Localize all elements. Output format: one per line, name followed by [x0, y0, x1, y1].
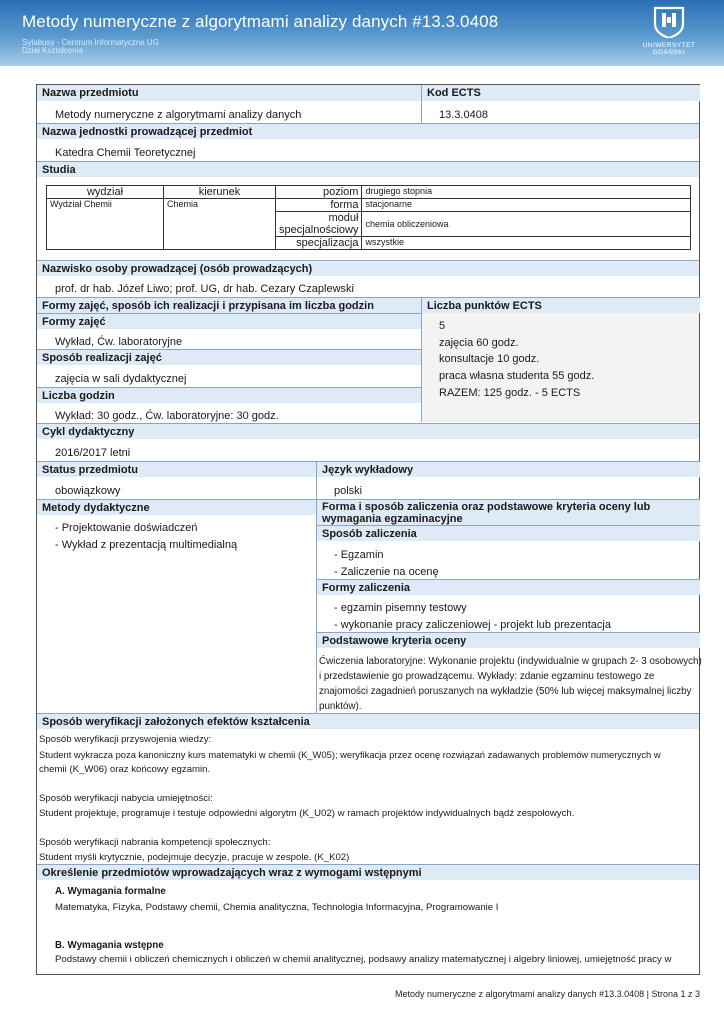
- studies-form-label: forma: [276, 199, 362, 212]
- assessment-label: [317, 499, 700, 525]
- status-value: obowiązkowy: [55, 485, 121, 497]
- teaching-method-item: - Projektowanie doświadczeń: [55, 522, 198, 534]
- syllabus-frame: [36, 84, 700, 975]
- unit-label: Nazwa jednostki prowadzącej przedmiot: [37, 123, 699, 139]
- assessment-method-item: - Egzamin: [334, 549, 384, 561]
- header-subtitle-1: Sylabusy - Centrum Informatyczne UG: [22, 38, 159, 47]
- studies-specialization-label: specjalizacja: [276, 237, 362, 250]
- ects-code-value: 13.3.0408: [439, 109, 488, 121]
- criteria-line: znajomości zagadnień poruszanych na wykładzie (50% lub więcej maksymalnej liczby: [319, 686, 692, 697]
- ects-line-3: konsultacje 10 godz.: [439, 353, 540, 365]
- entry-requirements-label: B. Wymagania wstępne: [55, 940, 164, 951]
- course-name-value: Metody numeryczne z algorytmami analizy danych: [55, 109, 302, 121]
- studies-field-value: Chemia: [164, 199, 276, 250]
- ects-line-1: 5: [439, 320, 446, 332]
- formal-requirements-label: A. Wymagania formalne: [55, 886, 166, 897]
- verification-label: Sposób weryfikacji założonych efektów kształcenia: [37, 713, 699, 729]
- formal-requirements-value: Matematyka, Fizyka, Podstawy chemii, Chemia analityczna, Technologia Informacyjna, Programowanie I: [55, 902, 499, 913]
- assessment-forms-label: Formy zaliczenia: [317, 579, 700, 595]
- status-label: Status przedmiotu: [37, 461, 316, 477]
- assessment-label-line-2: wymagania egzaminacyjne: [322, 513, 463, 525]
- logo-text: UNIWERSYTET GDAŃSKI: [642, 42, 696, 56]
- lecturers-label: Nazwisko osoby prowadzącej (osób prowadzących): [37, 260, 699, 276]
- ects-points-label: Liczba punktów ECTS: [422, 297, 700, 313]
- hours-label: Liczba godzin: [37, 387, 421, 403]
- studies-module-value: chemia obliczeniowa: [362, 212, 691, 237]
- course-name-label: Nazwa przedmiotu: [37, 85, 421, 101]
- entry-requirements-value: Podstawy chemii i obliczeń chemicznych i obliczeń w chemii analitycznej, podsawy analizy matematycznej i algebry liniowej, umiejętność pracy w: [55, 954, 672, 965]
- studies-level-value: drugiego stopnia: [362, 186, 691, 199]
- ects-line-5: RAZEM: 125 godz. - 5 ECTS: [439, 387, 581, 399]
- realization-method-value: zajęcia w sali dydaktycznej: [55, 373, 187, 385]
- ects-code-label: Kod ECTS: [422, 85, 700, 101]
- studies-table: [46, 185, 691, 250]
- verification-line: Sposób weryfikacji nabrania kompetencji społecznych:: [39, 837, 271, 848]
- ects-points-box: [422, 313, 699, 422]
- verification-line: Sposób weryfikacji przyswojenia wiedzy:: [39, 734, 212, 745]
- assessment-label-line-1: Forma i sposób zaliczenia oraz podstawowe kryteria oceny lub: [322, 501, 651, 513]
- lecturers-value: prof. dr hab. Józef Liwo; prof. UG, dr hab. Cezary Czaplewski: [55, 283, 354, 295]
- teaching-methods-label: Metody dydaktyczne: [37, 499, 316, 515]
- studies-label: Studia: [37, 161, 699, 177]
- criteria-label: Podstawowe kryteria oceny: [317, 632, 700, 648]
- assessment-method-item: - Zaliczenie na ocenę: [334, 566, 439, 578]
- studies-faculty-header: wydział: [47, 186, 164, 199]
- studies-level-label: poziom: [276, 186, 362, 199]
- criteria-line: Ćwiczenia laboratoryjne: Wykonanie projektu (indywidualnie w grupach 2- 3 osobowych): [319, 656, 702, 667]
- header-subtitle-2: Dział Kształcenia: [22, 46, 83, 55]
- assessment-form-item: - wykonanie pracy zaliczeniowej - projekt lub prezentacja: [334, 619, 611, 631]
- verification-line: chemii (K_W06) oraz końcowy egzamin.: [39, 764, 211, 775]
- studies-faculty-value: Wydział Chemii: [47, 199, 164, 250]
- studies-field-header: kierunek: [164, 186, 276, 199]
- verification-line: Student myśli krytycznie, podejmuje decyzje, pracuje w zespole. (K_K02): [39, 852, 350, 863]
- language-label: Język wykładowy: [317, 461, 700, 477]
- page-footer: Metody numeryczne z algorytmami analizy danych #13.3.0408 | Strona 1 z 3: [395, 989, 700, 999]
- verification-line: Student projektuje, programuje i testuje odpowiedni algorytm (K_U02) w ramach projektów indywidualnych bądź zespołowych.: [39, 808, 575, 819]
- studies-module-label: moduł specjalnościowy: [276, 212, 362, 237]
- criteria-line: i przedstawienie go prowadzącemu. Wykłady: zdanie egzaminu testowego ze: [319, 671, 655, 682]
- unit-value: Katedra Chemii Teoretycznej: [55, 147, 196, 159]
- criteria-line: punktów).: [319, 701, 362, 712]
- teaching-method-item: - Wykład z prezentacją multimedialną: [55, 539, 238, 551]
- language-value: polski: [334, 485, 363, 497]
- ects-line-4: praca własna studenta 55 godz.: [439, 370, 595, 382]
- assessment-form-item: - egzamin pisemny testowy: [334, 602, 467, 614]
- prerequisites-label: Określenie przedmiotów wprowadzających wraz z wymogami wstępnymi: [37, 864, 699, 880]
- verification-line: Sposób weryfikacji nabycia umiejętności:: [39, 793, 213, 804]
- ects-line-2: zajęcia 60 godz.: [439, 337, 519, 349]
- hours-value: Wykład: 30 godz., Ćw. laboratoryjne: 30 godz.: [55, 410, 279, 422]
- realization-method-label: Sposób realizacji zajęć: [37, 349, 421, 365]
- assessment-method-label: Sposób zaliczenia: [317, 525, 700, 541]
- university-logo: [626, 6, 712, 54]
- page-title: Metody numeryczne z algorytmami analizy danych #13.3.0408: [22, 12, 499, 31]
- studies-specialization-value: wszystkie: [362, 237, 691, 250]
- cycle-value: 2016/2017 letni: [55, 447, 131, 459]
- classes-form-value: Wykład, Ćw. laboratoryjne: [55, 336, 183, 348]
- university-crest-icon: [651, 6, 687, 38]
- cycle-label: Cykl dydaktyczny: [37, 423, 699, 439]
- page-header: [0, 0, 724, 66]
- classes-form-sublabel: Formy zajęć: [37, 313, 421, 329]
- verification-line: Student wykracza poza kanoniczny kurs matematyki w chemii (K_W05); weryfikacja przez ocenę rozwiązań zadawanych problemów numerycznych w: [39, 749, 661, 760]
- classes-forms-label: Formy zajęć, sposób ich realizacji i przypisana im liczba godzin: [37, 297, 421, 313]
- studies-form-value: stacjonarne: [362, 199, 691, 212]
